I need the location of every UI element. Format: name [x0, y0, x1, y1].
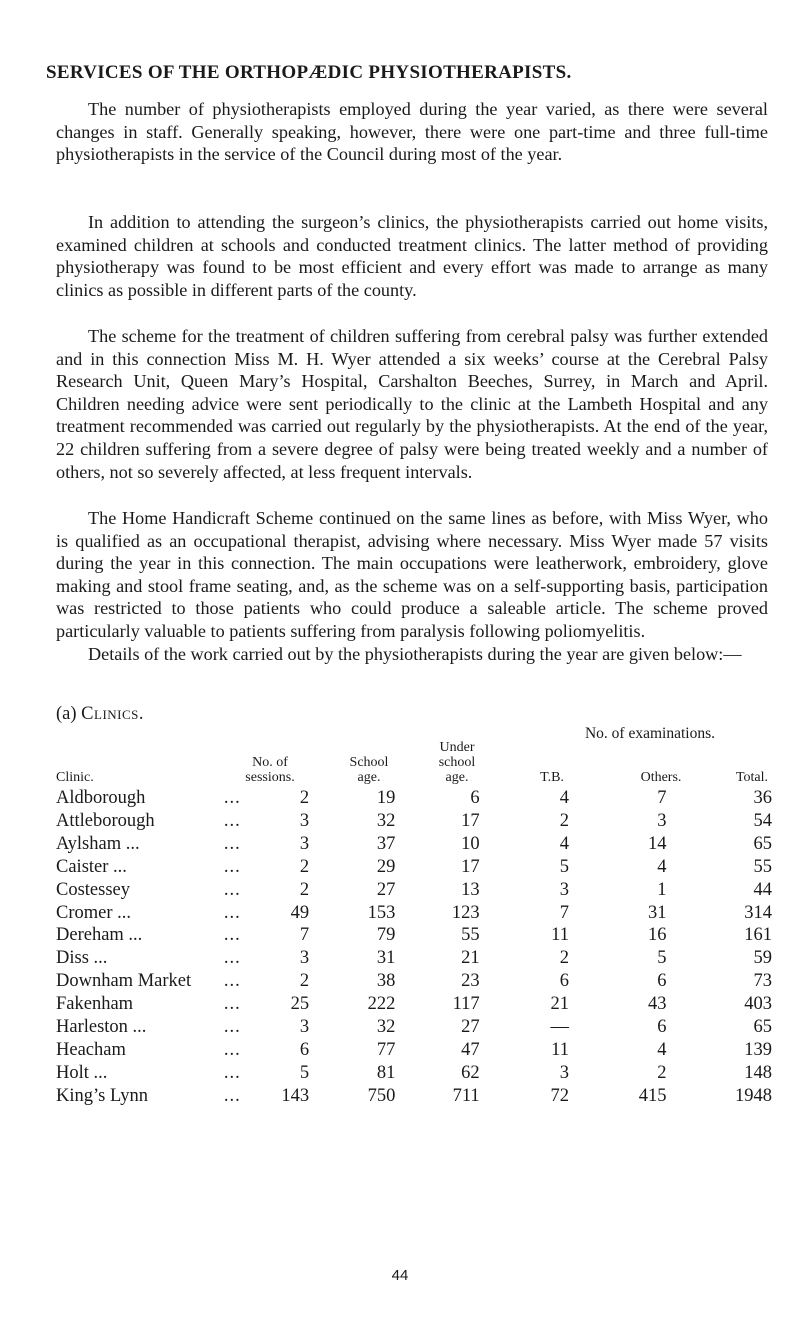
cell-sessions: 25	[290, 994, 310, 1015]
cell-sessions: 143	[281, 1085, 310, 1106]
cell-under-school-age: 711	[452, 1085, 480, 1106]
cell-clinic: Aylsham ...	[56, 833, 140, 854]
table-row	[56, 833, 772, 856]
cell-total: 59	[753, 948, 772, 969]
cell-tb: 4	[559, 833, 569, 854]
cell-others: 3	[657, 810, 667, 831]
cell-sessions: 3	[299, 1017, 310, 1038]
cell-clinic: Costessey	[56, 879, 130, 900]
cell-leader: ...	[223, 1017, 241, 1038]
table-row	[56, 1085, 772, 1108]
cell-sessions: 3	[299, 810, 310, 831]
cell-total: 54	[753, 810, 772, 831]
page-heading: SERVICES OF THE ORTHOPÆDIC PHYSIOTHERAPISTS.	[46, 62, 572, 83]
cell-total: 148	[744, 1062, 772, 1083]
col-header-sessions-line2: sessions.	[245, 770, 295, 785]
cell-clinic: Downham Market	[56, 971, 192, 992]
cell-clinic: Aldborough	[56, 788, 146, 808]
col-header-others-text: Others.	[640, 770, 682, 785]
table-row	[56, 1062, 772, 1085]
cell-under-school-age: 10	[461, 833, 480, 854]
col-header-school-line1: School	[349, 755, 389, 770]
col-header-under-line1: Under	[439, 740, 475, 755]
section-label-text: Clinics.	[81, 704, 145, 724]
cell-others: 415	[638, 1085, 667, 1106]
table-row	[56, 970, 772, 993]
cell-others: 31	[647, 902, 667, 923]
cell-sessions: 2	[299, 971, 310, 992]
paragraph-clinics: In addition to attending the surgeon’s clinics, the physiotherapists carried out home visits, examined children at schools and conducted treatment clinics. The latter method of providing physiotherapy was found to be most efficient and every effort was made to arrange as many clinics as possible in different parts of the county.	[56, 212, 768, 300]
paragraph-cerebral-palsy: The scheme for the treatment of children suffering from cerebral palsy was further extended and in this connection Miss M. H. Wyer attended a six weeks’ course at the Cerebral Palsy Research Unit, Queen Mary’s Hospital, Carshalton Beeches, Surrey, in March and April. Children needing advice were sent periodically to the clinic at the Lambeth Hospital and any treatment recommended was carried out regularly by the physiotherapists. At the end of the year, 22 children suffering from a severe degree of palsy were being treated weekly and a number of others, not so severely affected, at less frequent intervals.	[56, 326, 768, 482]
cell-sessions: 3	[299, 948, 310, 969]
table-row	[56, 856, 772, 879]
cell-under-school-age: 62	[461, 1062, 480, 1083]
cell-leader: ...	[223, 994, 241, 1015]
table-row	[56, 787, 772, 810]
col-header-total	[722, 770, 782, 785]
cell-leader: ...	[223, 1085, 241, 1106]
cell-under-school-age: 55	[461, 925, 480, 946]
cell-sessions: 5	[299, 1062, 310, 1083]
cell-tb: 5	[559, 856, 569, 877]
cell-school-age: 31	[376, 948, 396, 969]
table-row	[56, 1039, 772, 1062]
cell-sessions: 6	[299, 1039, 310, 1060]
cell-leader: ...	[223, 856, 241, 877]
cell-tb: 72	[550, 1085, 569, 1106]
table-row	[56, 993, 772, 1016]
cell-tb: 11	[551, 1039, 569, 1060]
cell-others: 1	[657, 879, 667, 900]
cell-others: 14	[647, 833, 667, 854]
cell-school-age: 27	[376, 879, 396, 900]
cell-total: 1948	[735, 1085, 772, 1106]
cell-clinic: Heacham	[56, 1039, 126, 1060]
table-row	[56, 879, 772, 902]
table-row	[56, 924, 772, 947]
section-label-clinics	[56, 704, 144, 725]
cell-school-age: 222	[367, 994, 396, 1015]
cell-others: 6	[657, 971, 667, 992]
cell-total: 65	[753, 833, 772, 854]
cell-clinic: Diss ...	[56, 948, 108, 969]
table-row	[56, 902, 772, 925]
cell-school-age: 29	[376, 856, 396, 877]
col-header-under-line3: age.	[445, 770, 469, 785]
col-header-clinic	[56, 770, 176, 785]
cell-total: 314	[744, 902, 772, 923]
cell-under-school-age: 117	[452, 994, 480, 1015]
cell-leader: ...	[223, 879, 241, 900]
cell-leader: ...	[223, 925, 241, 946]
cell-total: 73	[753, 971, 772, 992]
cell-school-age: 153	[367, 902, 396, 923]
cell-clinic: Harleston ...	[56, 1017, 147, 1038]
clinics-table-body	[56, 787, 772, 1108]
cell-clinic: Caister ...	[56, 856, 127, 877]
cell-others: 5	[657, 948, 667, 969]
cell-total: 65	[753, 1017, 772, 1038]
cell-tb: 11	[551, 925, 569, 946]
col-header-school-age	[334, 755, 404, 785]
cell-total: 55	[753, 856, 772, 877]
cell-clinic: Dereham ...	[56, 925, 143, 946]
cell-sessions: 2	[299, 879, 310, 900]
col-header-clinic-text: Clinic.	[56, 770, 94, 785]
section-label-prefix: (a)	[56, 704, 77, 724]
col-header-under-school-age	[422, 740, 492, 785]
cell-under-school-age: 47	[461, 1039, 480, 1060]
cell-under-school-age: 23	[461, 971, 480, 992]
cell-tb: 4	[559, 788, 569, 808]
cell-total: 139	[744, 1039, 772, 1060]
col-header-school-line2: age.	[357, 770, 381, 785]
cell-tb: 2	[559, 948, 569, 969]
cell-leader: ...	[223, 1039, 241, 1060]
cell-school-age: 750	[367, 1085, 396, 1106]
cell-total: 36	[753, 788, 772, 808]
cell-leader: ...	[223, 833, 241, 854]
cell-leader: ...	[223, 902, 241, 923]
cell-school-age: 32	[376, 810, 396, 831]
cell-leader: ...	[223, 810, 241, 831]
col-header-tb-text: T.B.	[540, 770, 564, 785]
cell-clinic: Cromer ...	[56, 902, 132, 923]
cell-total: 44	[753, 879, 772, 900]
cell-others: 2	[657, 1062, 667, 1083]
cell-tb: 2	[559, 810, 569, 831]
cell-clinic: Holt ...	[56, 1062, 108, 1083]
cell-under-school-age: 13	[461, 879, 480, 900]
cell-leader: ...	[223, 788, 241, 808]
col-header-sessions-line1: No. of	[252, 755, 288, 770]
cell-total: 161	[744, 925, 772, 946]
col-header-total-text: Total.	[735, 770, 769, 785]
col-header-tb	[522, 770, 582, 785]
cell-tb: 6	[559, 971, 569, 992]
table-row	[56, 947, 772, 970]
cell-others: 6	[657, 1017, 667, 1038]
cell-tb: 3	[559, 879, 569, 900]
cell-under-school-age: 6	[470, 788, 480, 808]
cell-sessions: 7	[299, 925, 310, 946]
cell-under-school-age: 17	[461, 810, 480, 831]
cell-school-age: 32	[376, 1017, 396, 1038]
cell-others: 4	[657, 1039, 667, 1060]
cell-tb: 3	[559, 1062, 569, 1083]
cell-tb: 21	[550, 994, 569, 1015]
cell-under-school-age: 27	[461, 1017, 480, 1038]
cell-under-school-age: 17	[461, 856, 480, 877]
cell-clinic: Fakenham	[56, 994, 134, 1015]
paragraph-details-intro: Details of the work carried out by the physiotherapists during the year are given below:—	[88, 644, 742, 664]
cell-leader: ...	[223, 948, 241, 969]
cell-sessions: 2	[299, 856, 310, 877]
cell-clinic: King’s Lynn	[56, 1085, 148, 1106]
table-row	[56, 810, 772, 833]
cell-others: 4	[657, 856, 667, 877]
cell-tb: 7	[559, 902, 569, 923]
col-header-under-line2: school	[438, 755, 476, 770]
cell-school-age: 38	[376, 971, 396, 992]
paragraph-home-handicraft: The Home Handicraft Scheme continued on the same lines as before, with Miss Wyer, who is qualified as an occupational therapist, advising where necessary. Miss Wyer made 57 visits during the year in this connection. The main occupations were leatherwork, embroidery, glove making and stool frame seating, and, as the scheme was on a self-supporting basis, participation was restricted to those patients who could produce a saleable article. The scheme proved particularly valuable to patients suffering from paralysis following poliomyelitis.	[56, 508, 768, 641]
cell-school-age: 77	[376, 1039, 396, 1060]
cell-school-age: 79	[376, 925, 396, 946]
cell-clinic: Attleborough	[56, 810, 155, 831]
cell-leader: ...	[223, 971, 241, 992]
cell-tb: —	[550, 1017, 569, 1038]
cell-leader: ...	[223, 1062, 241, 1083]
cell-others: 16	[647, 925, 667, 946]
cell-school-age: 19	[376, 788, 396, 808]
cell-sessions: 49	[290, 902, 310, 923]
cell-school-age: 81	[376, 1062, 396, 1083]
paragraph-staffing: The number of physiotherapists employed during the year varied, as there were several changes in staff. Generally speaking, however, there were one part-time and three full-time physiotherapists in the service of the Council during most of the year.	[56, 99, 768, 165]
cell-others: 7	[657, 788, 667, 808]
cell-under-school-age: 21	[461, 948, 480, 969]
cell-others: 43	[647, 994, 667, 1015]
col-header-sessions	[230, 755, 310, 785]
cell-school-age: 37	[376, 833, 396, 854]
cell-sessions: 3	[299, 833, 310, 854]
clinics-table	[56, 787, 772, 1108]
cell-under-school-age: 123	[451, 902, 480, 923]
page-number: 44	[391, 1267, 409, 1284]
col-header-others	[626, 770, 696, 785]
table-row	[56, 1016, 772, 1039]
cell-sessions: 2	[299, 788, 310, 808]
cell-total: 403	[744, 994, 772, 1015]
examinations-group-header: No. of examinations.	[584, 725, 716, 742]
